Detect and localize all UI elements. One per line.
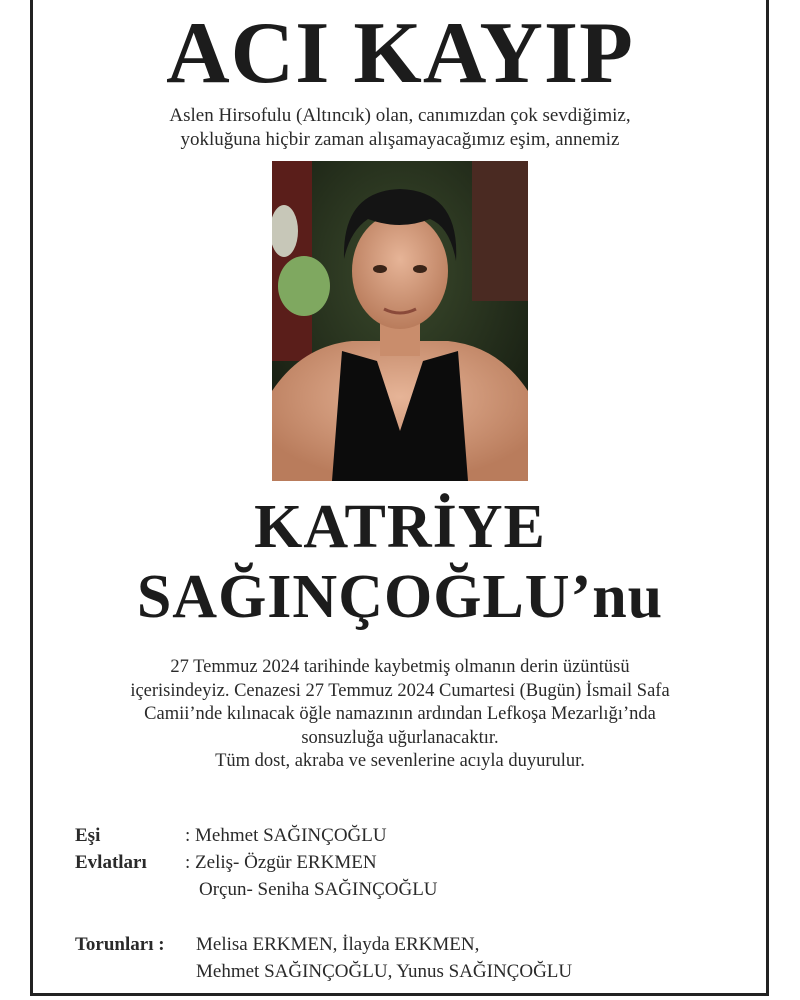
children-label: Evlatları: [75, 852, 147, 873]
announcement-line-4: sonsuzluğa uğurlanacaktır.: [301, 727, 499, 748]
announcement-line-5: Tüm dost, akraba ve sevenlerine acıyla duyurulur.: [215, 751, 585, 771]
spouse-label: Eşi: [75, 825, 101, 846]
spouse-value: : Mehmet SAĞINÇOĞLU: [185, 825, 387, 846]
children-value-1: : Zeliş- Özgür ERKMEN: [185, 852, 377, 873]
announcement-line-2: içerisindeyiz. Cenazesi 27 Temmuz 2024 Cumartesi (Bugün) İsmail Safa: [130, 680, 670, 701]
headline: ACI KAYIP: [166, 5, 634, 102]
grandchildren-value-2: Mehmet SAĞINÇOĞLU, Yunus SAĞINÇOĞLU: [196, 961, 573, 982]
intro-line-1: Aslen Hirsofulu (Altıncık) olan, canımızdan çok sevdiğimiz,: [169, 105, 631, 126]
announcement-text: [0, 656, 800, 774]
grandchildren-label: Torunları :: [75, 934, 165, 955]
intro-text: [0, 104, 800, 152]
deceased-last-name: SAĞINÇOĞLU’nu: [136, 563, 664, 631]
children-value-2: Orçun- Seniha SAĞINÇOĞLU: [199, 879, 438, 900]
deceased-name: [0, 492, 800, 632]
intro-line-2: yokluğuna hiçbir zaman alışamayacağımız eşim, annemiz: [180, 129, 620, 150]
portrait-illustration: [272, 161, 528, 481]
deceased-first-name: KATRİYE: [254, 493, 546, 561]
announcement-line-3: Camii’nde kılınacak öğle namazının ardından Lefkoşa Mezarlığı’nda: [144, 704, 656, 724]
portrait-photo: [272, 161, 528, 481]
grandchildren-value-1: Melisa ERKMEN, İlayda ERKMEN,: [196, 934, 480, 955]
announcement-line-1: 27 Temmuz 2024 tarihinde kaybetmiş olmanın derin üzüntüsü: [170, 657, 630, 677]
